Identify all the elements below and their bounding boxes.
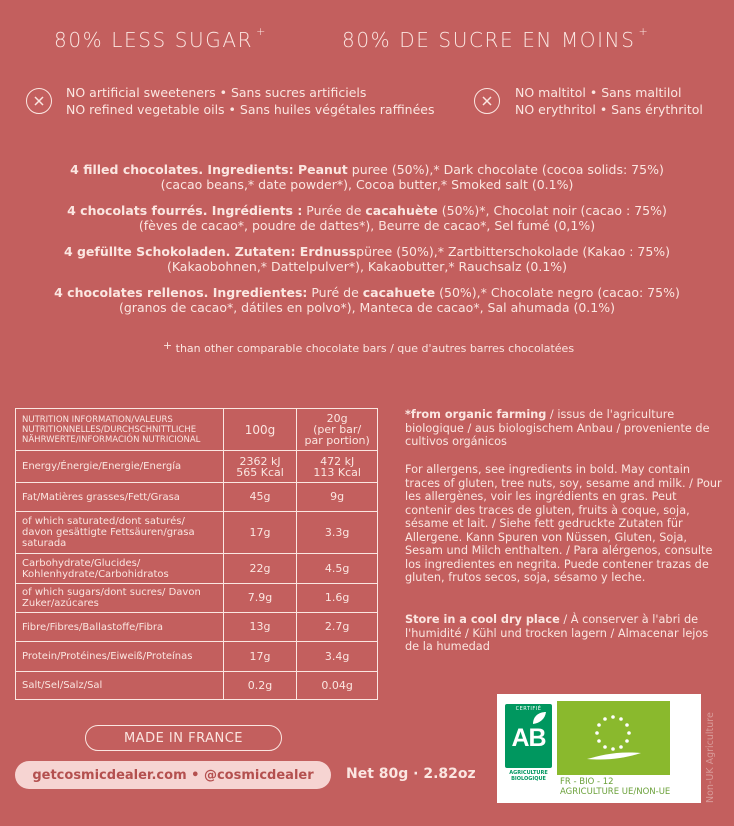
nutrition-value-100g: 7.9g <box>223 584 297 613</box>
nutrition-value-100g: 17g <box>223 512 297 554</box>
claim-no-artificial-sweeteners: NO artificial sweeteners • Sans sucres artificiels <box>66 85 367 100</box>
nutrition-value-100g: 17g <box>223 642 297 672</box>
nutrition-row <box>16 613 378 642</box>
claims-left <box>66 84 434 118</box>
nutrition-label: Carbohydrate/Glucides/ Kohlenhydrate/Carbohidratos <box>16 554 224 584</box>
no-cross-icon <box>474 88 500 114</box>
star-icon: + <box>162 339 173 352</box>
nutrition-row-energy <box>16 451 378 483</box>
star-icon: + <box>256 25 267 38</box>
allergen-note: For allergens, see ingredients in bold. May contain traces of gluten, tree nuts, soy, sesame and milk. / Pour les allergènes, voir les ingrédients en gras. Peut contenir des traces de gluten, fruits à coque, soja, sésame et lait. / Siehe fett gedruckte Zutaten für Allergene. Kann Spuren von Nüssen, Gluten, Soja, Sesam und Milch enthalten. / Para alérgenos, consulte los ingredientes en negrita. Puede contener trazas de gluten, frutos secos, soja, sésamo y leche. <box>405 463 722 584</box>
nutrition-value-100g: 13g <box>223 613 297 642</box>
website-link[interactable]: getcosmicdealer.com • @cosmicdealer <box>15 761 331 789</box>
nutrition-label: of which saturated/dont saturés/ davon gesättigte Fettsäuren/grasa saturada <box>16 512 224 554</box>
no-cross-icon <box>26 88 52 114</box>
nutrition-value-per-bar: 1.6g <box>297 584 378 613</box>
nutrition-value-per-bar: 2.7g <box>297 613 378 642</box>
nutrition-value-per-bar: 3.3g <box>297 512 378 554</box>
nutrition-header-row <box>16 409 378 451</box>
made-in-france-badge: MADE IN FRANCE <box>85 725 282 751</box>
eu-organic-logo <box>557 701 670 775</box>
nutrition-table <box>15 408 378 700</box>
nutrition-header-per-bar: 20g (per bar/ par portion) <box>297 409 378 451</box>
nutrition-label: Energy/Énergie/Energie/Energía <box>16 451 224 483</box>
nutrition-header-100g: 100g <box>223 409 297 451</box>
nutrition-row <box>16 512 378 554</box>
ab-logo: CERTIFIÉ AB <box>505 704 552 768</box>
claim-no-erythritol: NO erythritol • Sans érythritol <box>515 102 703 117</box>
nutrition-value-100g: 0.2g <box>223 672 297 700</box>
claims-right <box>515 84 703 118</box>
eu-leaf-icon <box>557 701 670 775</box>
nutrition-header-label: NUTRITION INFORMATION/VALEURS NUTRITIONNELLES/DURCHSCHNITTLICHE NÄHRWERTE/INFORMACIÓN NUTRICIONAL <box>16 409 224 451</box>
ingredients-fr: 4 chocolats fourrés. Ingrédients : Purée de cacahuète (50%)*, Chocolat noir (cacao : 75%) (fèves de cacao*, poudre de dattes*), Beurre de cacao*, Sel fumé (0,1%) <box>67 203 667 233</box>
nutrition-label: Fat/Matières grasses/Fett/Grasa <box>16 483 224 512</box>
storage-note: Store in a cool dry place / À conserver à l'abri de l'humidité / Kühl und trocken lagern / Almacenar lejos de la humedad <box>405 613 709 653</box>
star-icon: + <box>638 25 650 38</box>
eu-code: FR - BIO - 12 AGRICULTURE UE/NON-UE <box>560 777 671 797</box>
sugar-footnote: + than other comparable chocolate bars / que d'autres barres chocolatées <box>162 339 575 355</box>
nutrition-value-per-bar: 0.04g <box>297 672 378 700</box>
nutrition-value-per-bar: 472 kJ 113 Kcal <box>297 451 378 483</box>
ingredients-en: 4 filled chocolates. Ingredients: Peanut puree (50%),* Dark chocolate (cocoa solids: 75%) (cacao beans,* date powder*), Cocoa butter,* Smoked salt (0.1%) <box>70 162 664 192</box>
ingredients-de: 4 gefüllte Schokoladen. Zutaten: Erdnusspüree (50%),* Zartbitterschokolade (Kakao : 75%) (Kakaobohnen,* Dattelpulver*), Kakaobutter,* Rauchsalz (0.1%) <box>63 244 671 274</box>
ab-logo-caption: AGRICULTURE BIOLOGIQUE <box>509 770 548 782</box>
headline-less-sugar-fr: 80% DE SUCRE EN MOINS + <box>342 25 650 52</box>
nutrition-row <box>16 642 378 672</box>
leaf-icon <box>531 711 547 725</box>
organic-note: *from organic farming / issus de l'agriculture biologique / aus biologischem Anbau / proveniente de cultivos orgánicos <box>405 408 710 448</box>
nutrition-label: Protein/Protéines/Eiweiß/Proteínas <box>16 642 224 672</box>
headline-less-sugar-en: 80% LESS SUGAR + <box>54 25 267 52</box>
side-origin-text: Non-UK Agriculture <box>705 712 716 803</box>
nutrition-value-per-bar: 9g <box>297 483 378 512</box>
nutrition-label: Fibre/Fibres/Ballastoffe/Fibra <box>16 613 224 642</box>
nutrition-label: Salt/Sel/Salz/Sal <box>16 672 224 700</box>
claim-no-refined-oils: NO refined vegetable oils • Sans huiles végétales raffinées <box>66 102 435 117</box>
nutrition-label: of which sugars/dont sucres/ Davon Zuker/azúcares <box>16 584 224 613</box>
nutrition-value-per-bar: 3.4g <box>297 642 378 672</box>
nutrition-row <box>16 483 378 512</box>
nutrition-value-100g: 45g <box>223 483 297 512</box>
nutrition-row <box>16 554 378 584</box>
ingredients-es: 4 chocolates rellenos. Ingredientes: Puré de cacahuete (50%),* Chocolate negro (cacao: 75%) (granos de cacao*, dátiles en polvo*), Manteca de cacao*, Sal ahumada (0.1%) <box>54 285 680 315</box>
claim-no-maltitol: NO maltitol • Sans maltilol <box>515 85 682 100</box>
nutrition-value-100g: 22g <box>223 554 297 584</box>
nutrition-row <box>16 672 378 700</box>
nutrition-value-100g: 2362 kJ 565 Kcal <box>223 451 297 483</box>
nutrition-row <box>16 584 378 613</box>
net-weight: Net 80g · 2.82oz <box>346 766 476 782</box>
nutrition-value-per-bar: 4.5g <box>297 554 378 584</box>
organic-certification-logos <box>497 694 701 803</box>
